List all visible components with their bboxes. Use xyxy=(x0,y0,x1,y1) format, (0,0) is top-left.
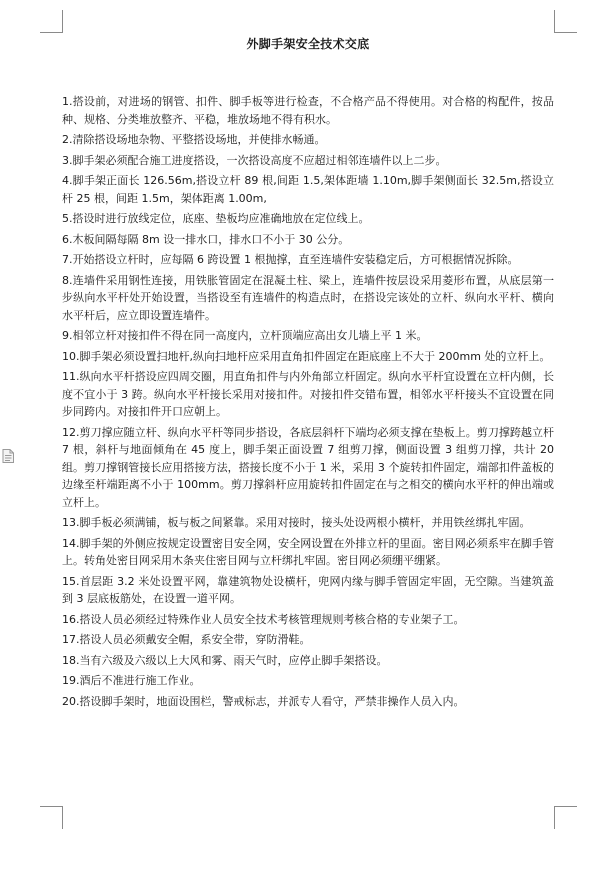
document-title: 外脚手架安全技术交底 xyxy=(246,37,370,51)
paragraph-12: 12.剪刀撑应随立杆、纵向水平杆等同步搭设，各底层斜杆下端均必须支撑在垫板上。剪刀撑跨越立杆 7 根，斜杆与地面倾角在 45 度上，脚手架正面设置 7 组剪刀撑，侧面设置 3 组剪刀撑，共计 20 组。剪刀撑钢管接长应用搭接方法，搭接长度不小于 1 米，采用 3 个旋转扣件固定，端部扣件盖板的边缘至杆端距离不小于 100mm。剪刀撑斜杆应用旋转扣件固定在与之相交的横向水平杆的伸出端或立杆上。 xyxy=(62,425,554,509)
paragraph-1: 1.搭设前，对进场的钢管、扣件、脚手板等进行检查，不合格产品不得使用。对合格的构配件，按品种、规格、分类堆放整齐、平稳，堆放场地不得有积水。 xyxy=(62,95,554,126)
paragraph-16: 16.搭设人员必须经过特殊作业人员安全技术考核管理规则考核合格的专业架子工。 xyxy=(62,612,465,626)
paragraph-2: 2.清除搭设场地杂物、平整搭设场地，并使排水畅通。 xyxy=(62,133,326,146)
paragraph-20: 20.搭设脚手架时，地面设围栏，警戒标志，并派专人看守，严禁非操作人员入内。 xyxy=(62,694,465,708)
paragraph-6: 6.木板间隔每隔 8m 设一排水口，排水口不小于 30 公分。 xyxy=(62,232,350,246)
corner-mark-top-right xyxy=(554,10,577,33)
paragraph-4: 4.脚手架正面长 126.56m,搭设立杆 89 根,间距 1.5,架体距墙 1.10m,脚手架侧面长 32.5m,搭设立杆 25 根，间距 1.5m，架体距离 1.00m, xyxy=(62,174,554,205)
corner-mark-top-left xyxy=(40,10,63,33)
paragraph-11: 11.纵向水平杆搭设应四周交圈，用直角扣件与内外角部立杆固定。纵向水平杆宜设置在立杆内侧，长度不宜小于 3 跨。纵向水平杆接长采用对接扣件。对接扣件交错布置，相邻水平杆接头不宜设置在同步同跨内。对接扣件开口应朝上。 xyxy=(62,370,554,418)
document-lines-icon[interactable] xyxy=(2,448,14,462)
document-body xyxy=(62,93,554,713)
paragraph-13: 13.脚手板必须满铺，板与板之间紧靠。采用对接时，接头处设两根小横杆，并用铁丝绑扎牢固。 xyxy=(62,516,531,529)
paragraph-14: 14.脚手架的外侧应按规定设置密目安全网，安全网设置在外排立杆的里面。密目网必须系牢在脚手管上。转角处密目网采用木条夹住密目网与立杆绑扎牢固。密目网必须绷平绷紧。 xyxy=(62,536,554,567)
paragraph-8: 8.连墙件采用钢性连接，用铁胀管固定在混凝土柱、梁上，连墙件按层设采用菱形布置，从底层第一步纵向水平杆处开始设置，当搭设至有连墙件的构造点时，在搭设完该处的立杆、纵向水平杆、横向水平杆后，应立即设置连墙件。 xyxy=(62,273,554,322)
paragraph-17: 17.搭设人员必须戴安全帽，系安全带，穿防滑鞋。 xyxy=(62,633,311,646)
paragraph-19: 19.酒后不准进行施工作业。 xyxy=(62,674,201,687)
paragraph-18: 18.当有六级及六级以上大风和雾、雨天气时，应停止脚手架搭设。 xyxy=(62,653,388,667)
paragraph-15: 15.首层距 3.2 米处设置平网，靠建筑物处设横杆，兜网内缘与脚手管固定牢固，无空隙。当建筑盖到 3 层底板筋处，在设置一道平网。 xyxy=(62,574,554,605)
corner-mark-bottom-right xyxy=(554,806,577,829)
paragraph-9: 9.相邻立杆对接扣件不得在同一高度内，立杆顶端应高出女儿墙上平 1 米。 xyxy=(62,329,428,342)
corner-mark-bottom-left xyxy=(40,806,63,829)
paragraph-10: 10.脚手架必须设置扫地杆,纵向扫地杆应采用直角扣件固定在距底座上不大于 200mm 处的立杆上。 xyxy=(62,349,551,363)
paragraph-7: 7.开始搭设立杆时，应每隔 6 跨设置 1 根抛撑，直至连墙件安装稳定后，方可根据情况拆除。 xyxy=(62,253,519,266)
paragraph-3: 3.脚手架必须配合施工进度搭设，一次搭设高度不应超过相邻连墙件以上二步。 xyxy=(62,153,447,167)
paragraph-5: 5.搭设时进行放线定位，底座、垫板均应准确地放在定位线上。 xyxy=(62,212,370,225)
